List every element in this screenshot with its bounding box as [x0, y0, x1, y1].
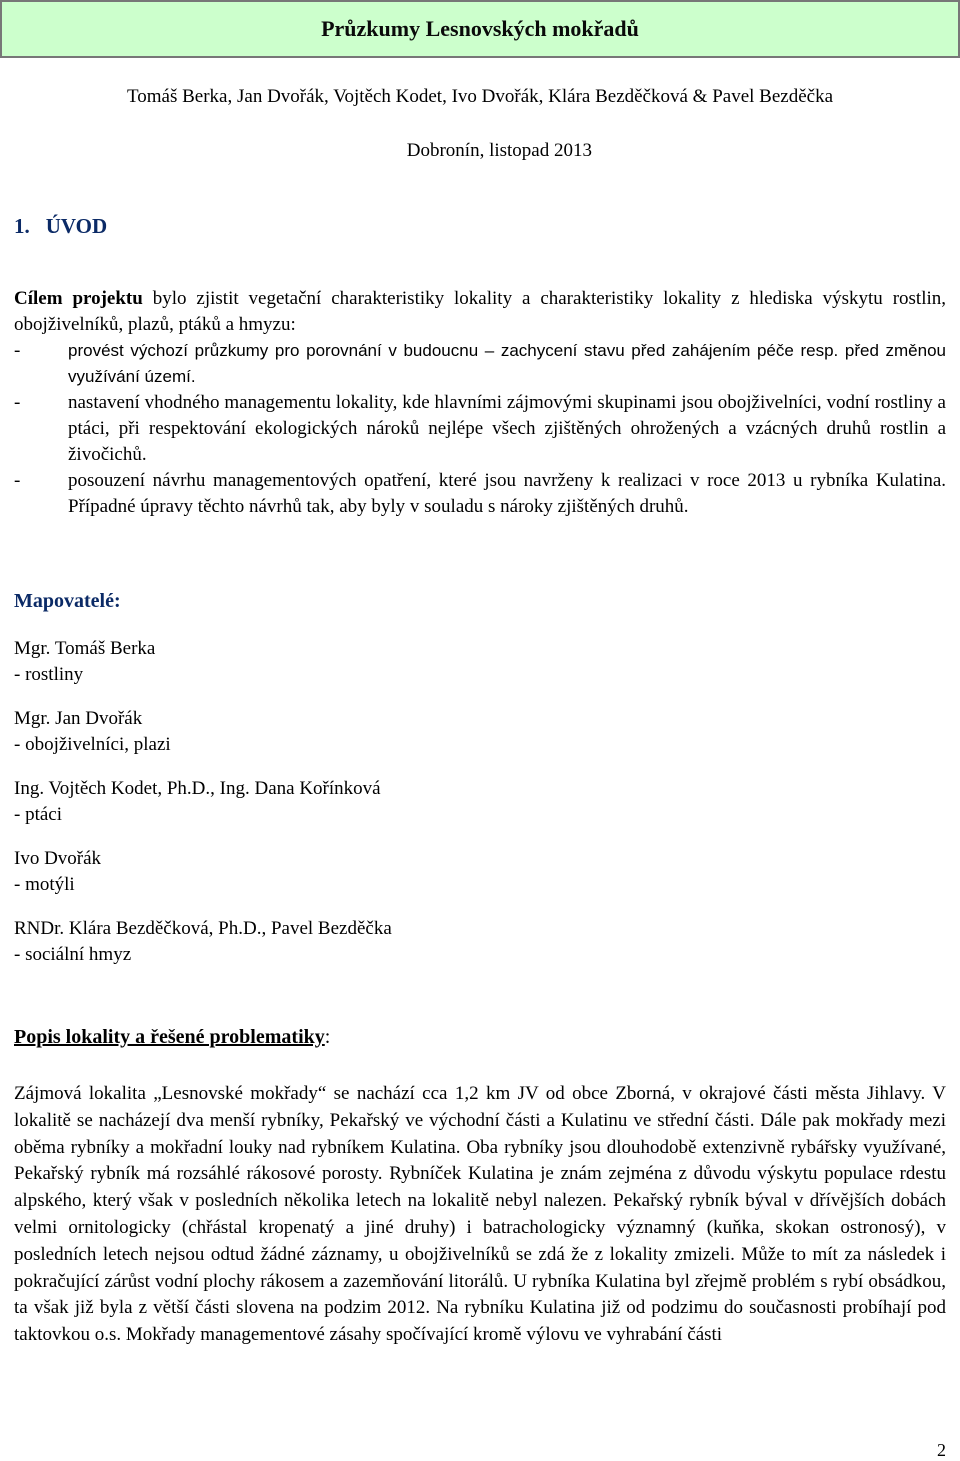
section-heading-uvod — [14, 214, 107, 239]
locality-heading-colon: : — [324, 1026, 331, 1048]
list-item — [14, 846, 392, 898]
page-number: 2 — [937, 1440, 946, 1460]
list-item — [14, 338, 946, 390]
bullet-dash: - — [14, 392, 21, 413]
document-title-box — [0, 0, 960, 58]
mapper-name: Ivo Dvořák — [14, 848, 102, 869]
mapper-name: Mgr. Tomáš Berka — [14, 638, 156, 659]
bullet-dash: - — [14, 340, 21, 361]
bullet-text: nastavení vhodného managementu lokality, kde hlavními zájmovými skupinami jsou obojživelníci, vodní rostliny a ptáci, při respektování ekologických nároků nejlépe všech zjištěných ohrožených a vzácných druhů rostlin a živočichů. — [68, 392, 946, 465]
list-item — [14, 776, 392, 828]
goals-list — [14, 338, 946, 520]
mapper-name: Mgr. Jan Dvořák — [14, 708, 143, 729]
mapper-name: Ing. Vojtěch Kodet, Ph.D., Ing. Dana Kořínková — [14, 778, 381, 799]
mapper-role: - rostliny — [14, 664, 84, 685]
bullet-text: provést výchozí průzkumy pro porovnání v budoucnu – zachycení stavu před zahájením péče resp. před změnou využívání území. — [68, 341, 946, 386]
mappers-list — [14, 636, 392, 986]
mapper-name: RNDr. Klára Bezděčková, Ph.D., Pavel Bezděčka — [14, 918, 392, 939]
list-item — [14, 916, 392, 968]
authors-line: Tomáš Berka, Jan Dvořák, Vojtěch Kodet, Ivo Dvořák, Klára Bezděčková & Pavel Bezděčka — [126, 86, 833, 107]
bullet-dash: - — [14, 470, 21, 491]
bullet-text: posouzení návrhu managementových opatření, které jsou navrženy k realizaci v roce 2013 u rybníka Kulatina. Případné úpravy těchto návrhů tak, aby byly v souladu s nároky zjištěných druhů. — [68, 470, 946, 517]
section-title: ÚVOD — [45, 214, 108, 238]
locality-heading — [14, 1026, 330, 1049]
locality-heading-text: Popis lokality a řešené problematiky — [14, 1026, 325, 1048]
list-item — [14, 636, 392, 688]
list-item — [14, 468, 946, 520]
place-date: Dobronín, listopad 2013 — [406, 140, 592, 161]
intro-paragraph — [14, 286, 946, 338]
mappers-heading: Mapovatelé: — [14, 590, 121, 612]
document-title: Průzkumy Lesnovských mokřadů — [321, 16, 639, 41]
section-number: 1. — [14, 214, 30, 238]
locality-paragraph: Zájmová lokalita „Lesnovské mokřady“ se nachází cca 1,2 km JV od obce Zborná, v okrajové části města Jihlavy. V lokalitě se nacházejí dva menší rybníky, Pekařský ve východní části a Kulatinu ve střední části. Dále pak mokřady mezi oběma rybníky a mokřadní louky nad rybníkem Kulatina. Oba rybníky jsou dlouhodobě extenzivně rybářsky využívané, Pekařský rybník má rozsáhlé rákosové porosty. Rybníček Kulatina je znám zejména z důvodu výskytu populace rdestu alpského, který však v posledních několika letech na lokalitě nebyl nalezen. Pekařský rybník býval v dřívějších dobách velmi ornitologicky (chřástal kropenatý a jiné druhy) i batrachologicky významný (kuňka, skokan ostronosý), v posledních letech nejsou odtud žádné záznamy, u obojživelníků se zdá že z lokality zmizeli. Může to mít za následek i pokračující zárůst vodní plochy rákosem a zazemňování litorálů. U rybníka Kulatina byl zřejmě problém s rybí obsádkou, ta však již byla z větší části slovena na podzim 2012. Na rybníku Kulatina již od podzimu do současnosti probíhají pod taktovkou o.s. Mokřady managementové zásahy spočívající kromě výlovu ve vyhrabání části — [14, 1083, 946, 1346]
mapper-role: - motýli — [14, 874, 75, 895]
intro-text: bylo zjistit vegetační charakteristiky lokality a charakteristiky lokality z hlediska výskytu rostlin, obojživelníků, plazů, ptáků a hmyzu: — [14, 288, 947, 335]
intro-bold-lead: Cílem projektu — [14, 288, 143, 309]
mapper-role: - sociální hmyz — [14, 944, 132, 965]
list-item — [14, 390, 946, 468]
mapper-role: - ptáci — [14, 804, 63, 825]
mapper-role: - obojživelníci, plazi — [14, 734, 171, 755]
list-item — [14, 706, 392, 758]
